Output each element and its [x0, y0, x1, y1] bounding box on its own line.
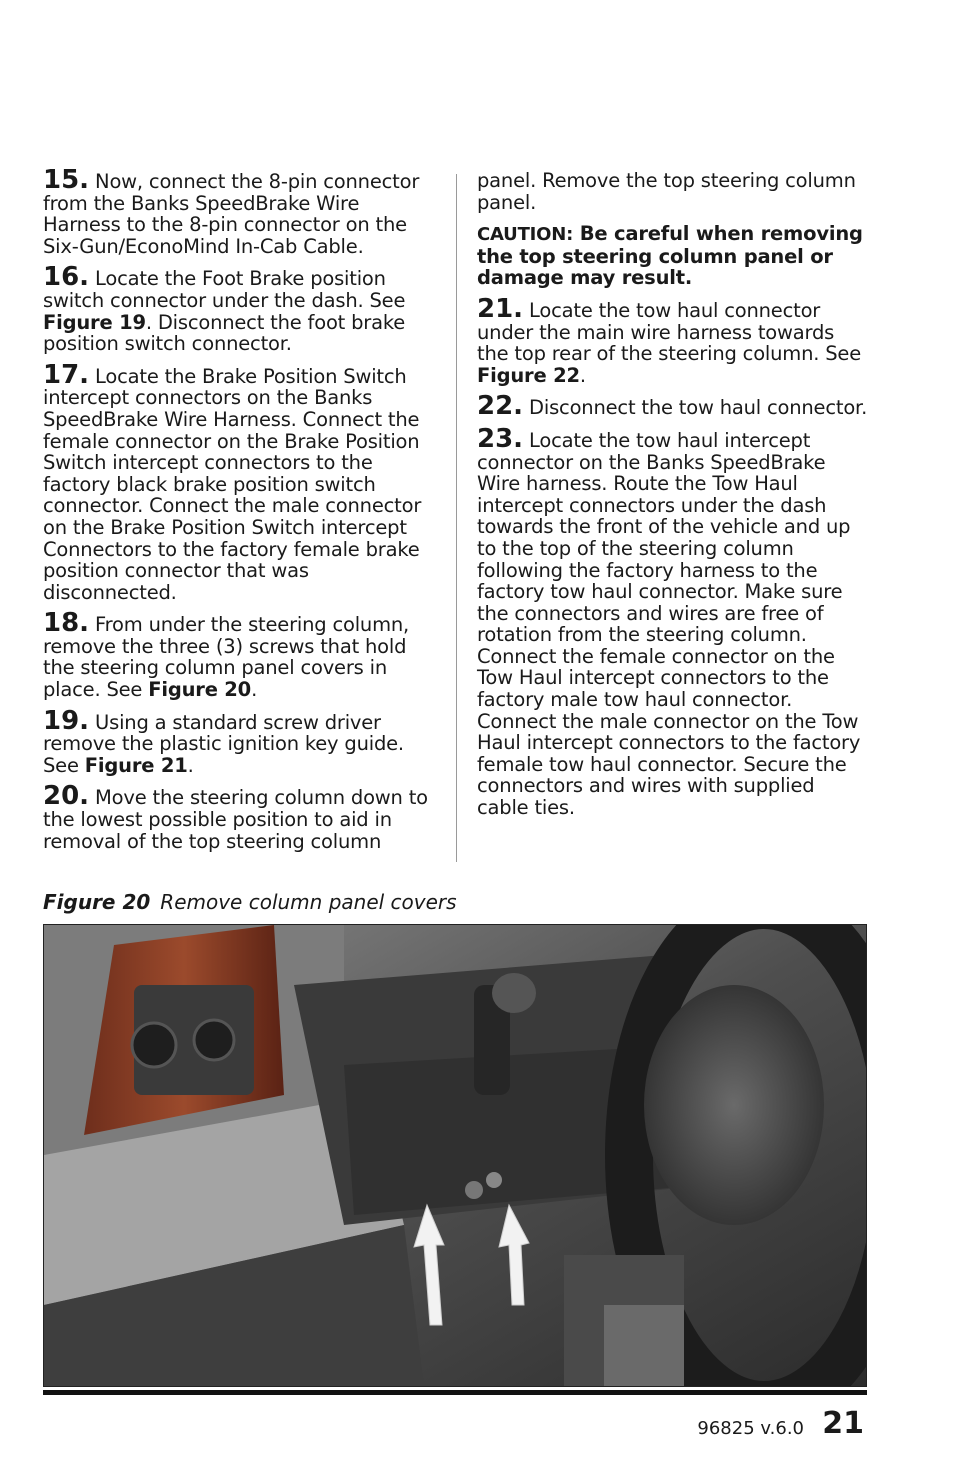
- step-17: 17. Locate the Brake Position Switch intercept connectors on the Banks SpeedBrake Wire Harness. Connect the female connector on the Brake Position Switch intercept connectors to the factory black brake position switch connector. Connect the male connector on the Brake Position Switch intercept Connectors to the factory female brake position connector that was disconnected.: [43, 359, 422, 604]
- page-number: 21: [822, 1406, 864, 1441]
- step-23: 23. Locate the tow haul intercept connector on the Banks SpeedBrake Wire harness. Route the Tow Haul intercept connectors under the dash towards the front of the vehicle and up to the top of the steering column following the factory harness to the factory tow haul connector. Make sure the connectors and wires are free of rotation from the steering column. Connect the female connector on the Tow Haul intercept connectors to the factory male tow haul connector. Connect the male connector on the Tow Haul intercept connectors to the factory female tow haul connector. Secure the connectors and wires with supplied cable ties.: [477, 423, 861, 820]
- step-18: 18. From under the steering column, remove the three (3) screws that hold the steering column panel covers in place. See Figure 20.: [43, 608, 410, 702]
- step-21: 21. Locate the tow haul connector under the main wire harness towards the top rear of the steering column. See Figure 22.: [477, 293, 862, 387]
- figure-ref: Figure 19: [43, 310, 146, 334]
- right-column: [477, 170, 869, 829]
- left-column: [43, 165, 441, 862]
- steering-column-photo: [43, 924, 867, 1387]
- column-divider: [456, 174, 457, 862]
- step-16: 16. Locate the Foot Brake position switch connector under the dash. See Figure 19. Disconnect the foot brake position switch connector.: [43, 262, 406, 356]
- figure-ref: Figure 21: [84, 753, 188, 777]
- step-19: 19. Using a standard screw driver remove the plastic ignition key guide. See Figure 21.: [43, 705, 404, 777]
- step-15: 15. Now, connect the 8-pin connector from the Banks SpeedBrake Wire Harness to the 8-pin connector on the Six-Gun/EconoMind In-Cab Cable.: [43, 165, 420, 258]
- figure-ref: Figure 22: [477, 363, 580, 387]
- caution-note: CAUTION: Be careful when removing the top steering column panel or damage may result.: [477, 222, 863, 290]
- footer-rule: [43, 1390, 867, 1395]
- figure-ref: Figure 20: [148, 678, 252, 702]
- document-code: 96825 v.6.0: [697, 1418, 804, 1439]
- step-20-continued: panel. Remove the top steering column panel.: [477, 169, 856, 214]
- figure-caption: Figure 20 Remove column panel covers: [43, 890, 457, 914]
- step-20: 20. Move the steering column down to the lowest possible position to aid in removal of the top steering column: [43, 781, 428, 853]
- step-22: 22. Disconnect the tow haul connector.: [477, 391, 868, 422]
